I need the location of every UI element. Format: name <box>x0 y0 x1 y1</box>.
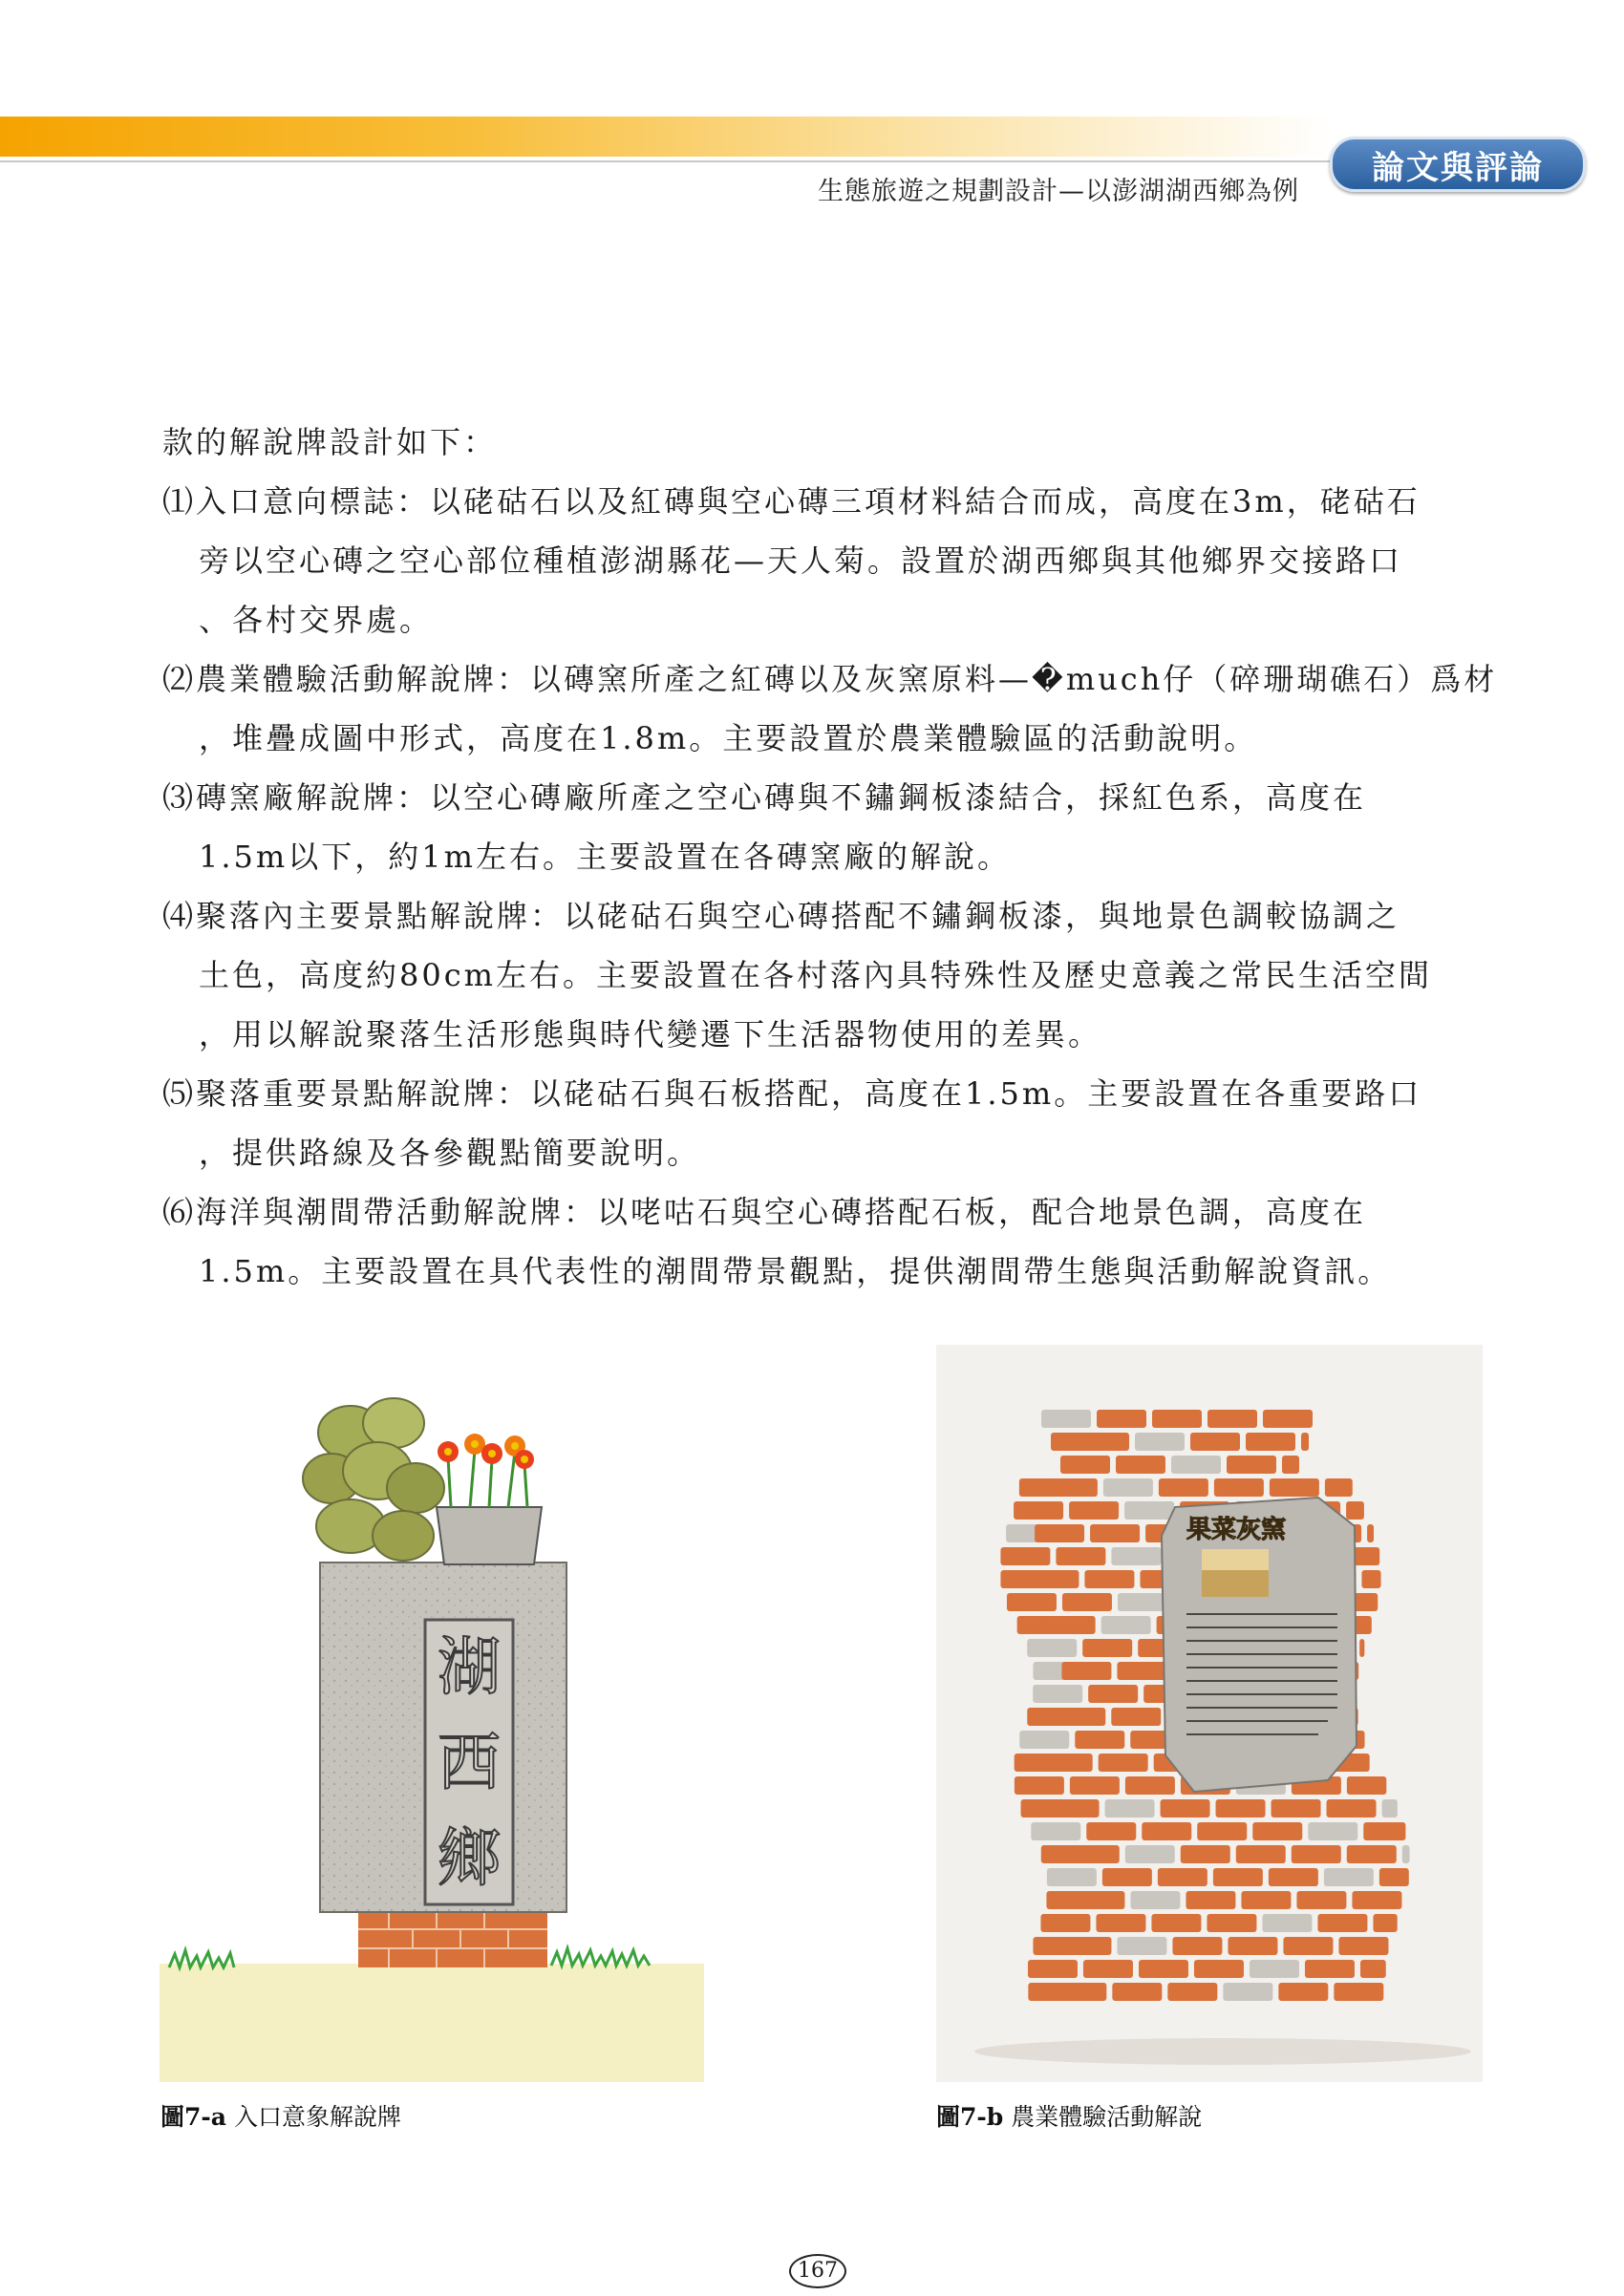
brick <box>1040 1914 1090 1932</box>
brick <box>1363 1822 1405 1840</box>
brick <box>1117 1662 1166 1680</box>
brick <box>1103 1478 1153 1497</box>
header-band <box>0 117 1333 157</box>
brick <box>1031 1822 1080 1840</box>
brick <box>1301 1433 1309 1451</box>
brick <box>1241 1891 1291 1909</box>
brick <box>1096 1914 1145 1932</box>
brick <box>1367 1524 1374 1542</box>
brick <box>1075 1891 1124 1909</box>
list-item-line: ⑷聚落內主要景點解說牌：以硓𥑮石與空心磚搭配不鏽鋼板漆，與地景色調較協調之 <box>162 898 1400 934</box>
brick <box>1346 1501 1364 1520</box>
brick <box>1161 1799 1210 1818</box>
brick <box>1111 1547 1161 1565</box>
list-item <box>162 649 1498 768</box>
brick <box>1207 1410 1257 1428</box>
brick <box>1099 1754 1148 1772</box>
list-item <box>162 886 1481 1064</box>
brick <box>1308 1822 1357 1840</box>
brick <box>1236 1845 1286 1863</box>
brick <box>1043 1754 1093 1772</box>
brick <box>1296 1891 1346 1909</box>
brick <box>1069 1501 1119 1520</box>
brick <box>1246 1433 1295 1451</box>
brick <box>1070 1776 1120 1795</box>
brick <box>1117 1937 1166 1955</box>
brick <box>1152 1410 1202 1428</box>
entrance-sign-illustration <box>160 1345 704 2082</box>
flowers <box>438 1434 534 1507</box>
brick <box>1079 1433 1129 1451</box>
board-title: 果菜灰窯 <box>1186 1516 1287 1544</box>
brick <box>1125 1776 1175 1795</box>
brick <box>1082 1639 1132 1657</box>
brick <box>1015 1776 1064 1795</box>
list-item <box>162 1064 1481 1182</box>
brick <box>1057 1983 1106 2001</box>
brick <box>1007 1593 1057 1611</box>
brick <box>1171 1456 1221 1474</box>
list-item-line: ⑶磚窯廠解說牌：以空心磚廠所產之空心磚與不鏽鋼板漆結合，採紅色系，高度在 <box>162 779 1367 816</box>
brick <box>1283 1937 1333 1955</box>
brick <box>1305 1960 1355 1978</box>
sign-char: 湖 <box>438 1630 501 1704</box>
brick <box>1033 1685 1082 1703</box>
brick <box>1359 1639 1364 1657</box>
brick <box>1278 1983 1328 2001</box>
flower-planter <box>437 1507 542 1564</box>
list-item <box>162 1182 1481 1301</box>
brick <box>1347 1776 1386 1795</box>
list-item-line: ⑵農業體驗活動解說牌：以磚窯所產之紅磚以及灰窯原料—�much仔（碎珊瑚礁石）爲材 <box>162 661 1498 697</box>
brick <box>1227 1456 1276 1474</box>
brick <box>1083 1960 1133 1978</box>
brick <box>1084 1570 1134 1588</box>
list-item-line: 1.5m以下，約1m左右。主要設置在各磚窯廠的解說。 <box>199 839 1011 875</box>
caption-7a <box>160 2098 401 2133</box>
brick <box>1352 1891 1401 1909</box>
caption-text: 農業體驗活動解說 <box>1011 2103 1203 2131</box>
brick <box>1056 1547 1105 1565</box>
brick <box>1000 1547 1050 1565</box>
brick <box>1181 1845 1230 1863</box>
brick <box>1317 1914 1367 1932</box>
brick-sign-illustration <box>936 1345 1483 2082</box>
body-text <box>162 413 1498 1301</box>
caption-number: 圖7-b <box>936 2103 1004 2131</box>
brick <box>1347 1845 1397 1863</box>
figure-7b-brick-sign <box>936 1345 1483 2082</box>
brick <box>1041 1410 1091 1428</box>
brick <box>1327 1799 1377 1818</box>
brick <box>1088 1685 1138 1703</box>
list-item-line: ⑴入口意向標誌：以硓𥑮石以及紅磚與空心磚三項材料結合而成，高度在3m，硓𥑮石 <box>162 483 1421 520</box>
brick <box>1214 1478 1264 1497</box>
brick <box>1250 1960 1299 1978</box>
brick <box>1125 1845 1175 1863</box>
brick <box>1262 1914 1312 1932</box>
brick <box>1271 1799 1321 1818</box>
list-item-line: ⑸聚落重要景點解說牌：以硓𥑮石與石板搭配，高度在1.5m。主要設置在各重要路口 <box>162 1075 1422 1112</box>
brick <box>1270 1478 1319 1497</box>
brick <box>1292 1845 1341 1863</box>
brick <box>1402 1845 1410 1863</box>
brick <box>1097 1410 1146 1428</box>
brick <box>1090 1524 1140 1542</box>
brick <box>1263 1410 1313 1428</box>
ground <box>160 1964 704 2082</box>
brick <box>1111 1708 1161 1726</box>
brick <box>1167 1983 1217 2001</box>
list-item-line: 、各村交界處。 <box>199 602 434 638</box>
brick <box>1324 1868 1374 1886</box>
caption-7b <box>936 2098 1202 2133</box>
list-item-line: ⑹海洋與潮間帶活動解說牌：以咾咕石與空心磚搭配石板，配合地景色調，高度在 <box>162 1194 1367 1230</box>
list-item-line: 1.5m。主要設置在具代表性的潮間帶景觀點，提供潮間帶生態與活動解說資訊。 <box>199 1253 1392 1289</box>
brick <box>1382 1799 1398 1818</box>
caption-number: 圖7-a <box>160 2103 226 2131</box>
brick <box>1252 1822 1302 1840</box>
list-item-line: ，提供路線及各參觀點簡要說明。 <box>199 1135 701 1171</box>
brick-base <box>358 1910 547 1967</box>
brick <box>1379 1868 1409 1886</box>
brick <box>1050 1799 1100 1818</box>
list-item-line: ，用以解說聚落生活形態與時代變遷下生活器物使用的差異。 <box>199 1016 1102 1052</box>
brick <box>1019 1731 1069 1749</box>
caption-text: 入口意象解說牌 <box>233 2103 401 2131</box>
brick <box>1056 1708 1105 1726</box>
brick <box>1047 1868 1097 1886</box>
brick <box>1228 1937 1277 1955</box>
brick <box>1186 1891 1235 1909</box>
brick <box>1207 1914 1256 1932</box>
brick <box>1086 1822 1136 1840</box>
brick <box>1061 1662 1111 1680</box>
brick <box>1190 1433 1240 1451</box>
brick <box>1048 1478 1098 1497</box>
brick <box>1135 1433 1185 1451</box>
coral-stone <box>303 1398 444 1561</box>
brick <box>1101 1616 1151 1634</box>
running-title: 生態旅遊之規劃設計—以澎湖湖西鄉為例 <box>818 177 1299 206</box>
brick <box>1062 1593 1112 1611</box>
brick <box>1158 1868 1207 1886</box>
list-item <box>162 472 1481 649</box>
intro-paragraph: 款的解說牌設計如下： <box>162 424 498 460</box>
brick <box>1194 1960 1244 1978</box>
brick <box>1334 1983 1383 2001</box>
brick <box>1061 1937 1111 1955</box>
brick <box>1075 1731 1124 1749</box>
brick <box>1130 1891 1180 1909</box>
brick <box>1282 1456 1299 1474</box>
list-item-line: ，堆疊成圖中形式，高度在1.8m。主要設置於農業體驗區的活動說明。 <box>199 720 1258 756</box>
list-item-line: 旁以空心磚之空心部位種植澎湖縣花—天人菊。設置於湖西鄉與其他鄉界交接路口 <box>199 542 1403 579</box>
brick <box>1105 1799 1155 1818</box>
brick <box>1223 1983 1272 2001</box>
brick <box>1361 1570 1380 1588</box>
brick <box>1046 1616 1096 1634</box>
brick <box>1035 1524 1084 1542</box>
brick <box>1116 1456 1165 1474</box>
brick <box>1014 1501 1063 1520</box>
brick <box>1373 1914 1397 1932</box>
brick <box>1028 1960 1078 1978</box>
brick <box>1112 1983 1162 2001</box>
list-item <box>162 768 1481 886</box>
brick <box>1124 1501 1174 1520</box>
brick <box>1269 1868 1318 1886</box>
brick <box>1172 1937 1222 1955</box>
list-item-line: 土色，高度約80cm左右。主要設置在各村落內具特殊性及歷史意義之常民生活空間 <box>199 957 1432 993</box>
header-rule <box>0 160 1337 162</box>
brick <box>1360 1960 1386 1978</box>
brick <box>1060 1456 1110 1474</box>
brick <box>1142 1822 1191 1840</box>
brick <box>1197 1822 1247 1840</box>
sign-char: 鄉 <box>438 1821 501 1895</box>
brick <box>1027 1639 1077 1657</box>
brick <box>1139 1960 1188 1978</box>
page-number: 167 <box>789 2254 846 2288</box>
figure-7a-entrance-sign <box>160 1345 704 2082</box>
brick <box>1213 1868 1263 1886</box>
brick <box>1325 1478 1353 1497</box>
brick <box>1118 1593 1167 1611</box>
brick <box>1216 1799 1266 1818</box>
brick <box>1159 1478 1208 1497</box>
brick <box>1070 1845 1120 1863</box>
brick <box>1151 1914 1201 1932</box>
brick <box>1102 1868 1152 1886</box>
brick <box>1029 1570 1079 1588</box>
brick <box>1338 1937 1388 1955</box>
section-badge: 論文與評論 <box>1330 137 1586 192</box>
sign-char: 西 <box>438 1726 501 1799</box>
